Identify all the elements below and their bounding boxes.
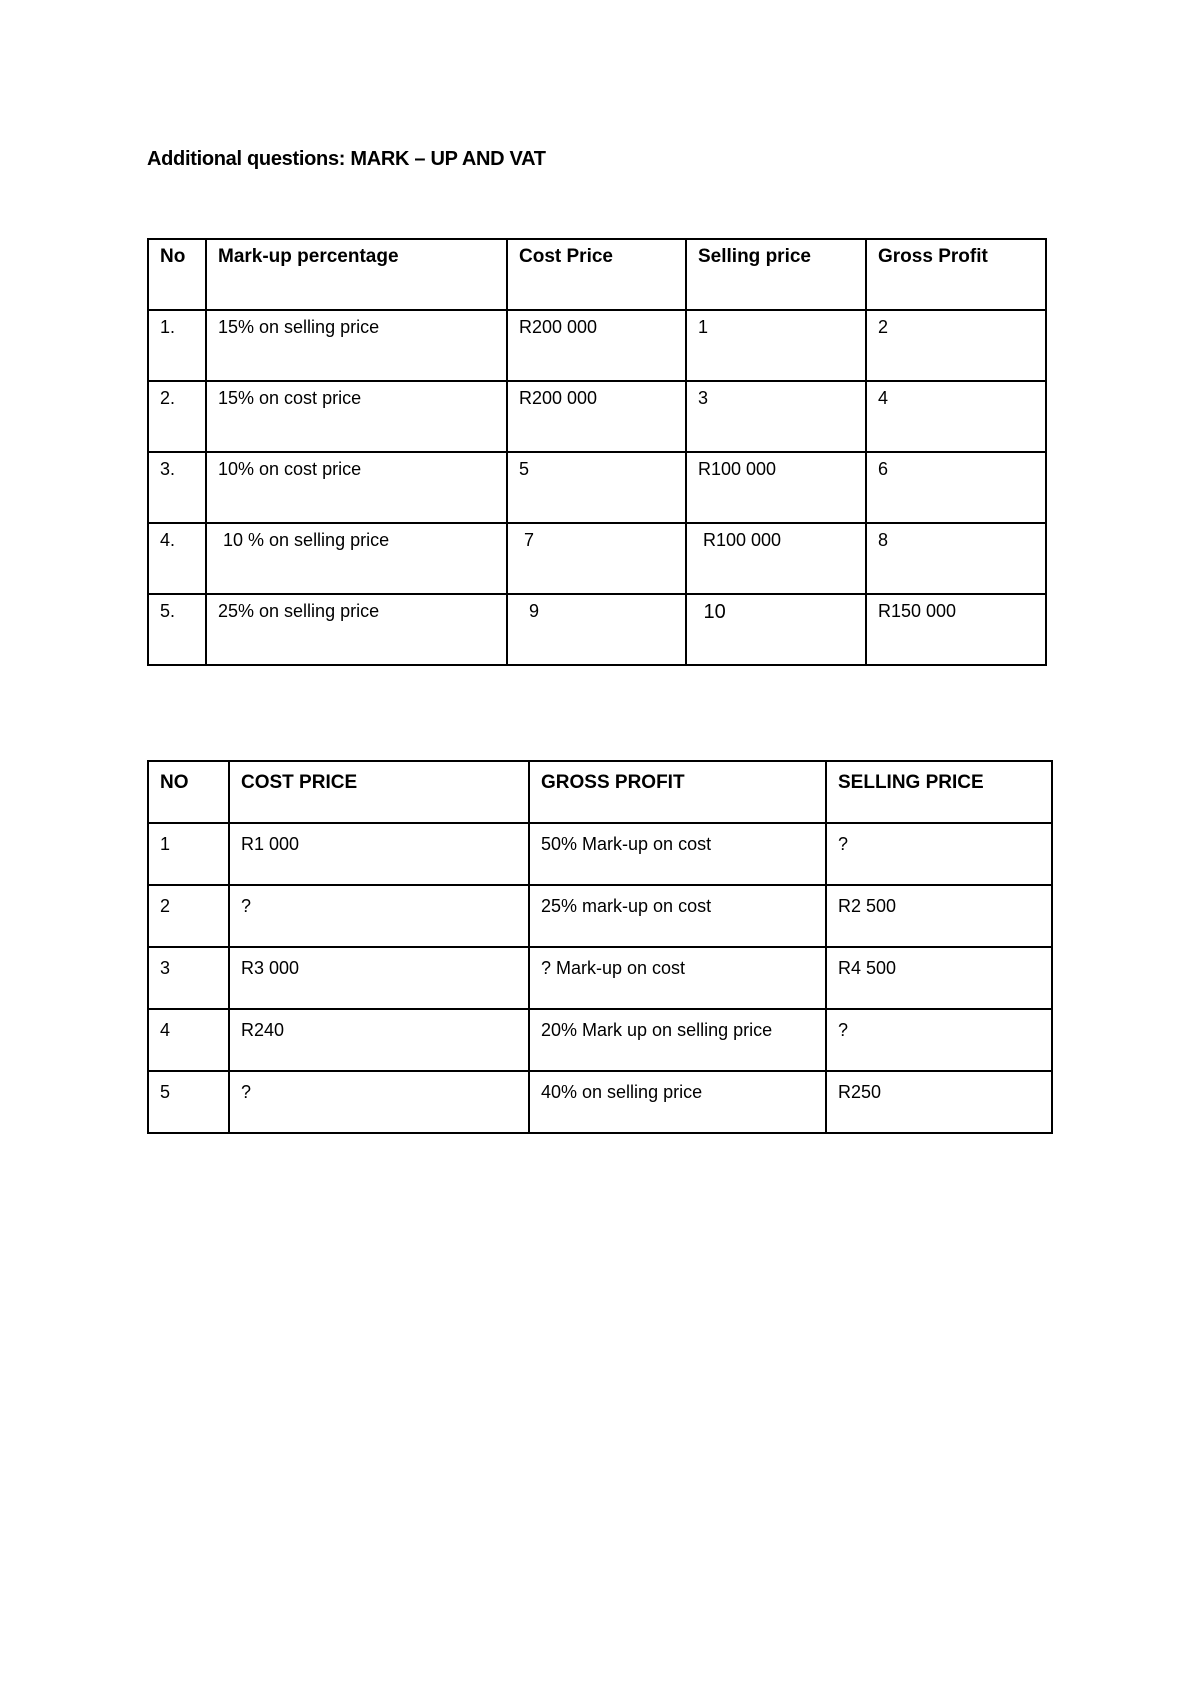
- table-cell: 3: [686, 381, 866, 452]
- table-cell: R3 000: [229, 947, 529, 1009]
- table-cell: 5.: [148, 594, 206, 665]
- table-row: [148, 823, 1052, 885]
- table-cell: 6: [866, 452, 1046, 523]
- table-cell: 25% on selling price: [206, 594, 507, 665]
- header-selling-price: SELLING PRICE: [826, 761, 1052, 823]
- table-cell: 10: [686, 594, 866, 665]
- table-cell: 2.: [148, 381, 206, 452]
- header-markup-percentage: Mark-up percentage: [206, 239, 507, 310]
- table-cell: ?: [826, 1009, 1052, 1071]
- table-cell: R4 500: [826, 947, 1052, 1009]
- table-cell: ? Mark-up on cost: [529, 947, 826, 1009]
- table-cell: R1 000: [229, 823, 529, 885]
- header-cost-price: Cost Price: [507, 239, 686, 310]
- table-cell: 4: [866, 381, 1046, 452]
- table-cell: R2 500: [826, 885, 1052, 947]
- table-row: [148, 452, 1046, 523]
- table-cell: R100 000: [686, 523, 866, 594]
- table-row: [148, 523, 1046, 594]
- header-gross-profit: GROSS PROFIT: [529, 761, 826, 823]
- header-cost-price: COST PRICE: [229, 761, 529, 823]
- table-cell: 7: [507, 523, 686, 594]
- page-title: Additional questions: MARK – UP AND VAT: [147, 148, 546, 170]
- table-header-row: [148, 761, 1052, 823]
- table-cell: R200 000: [507, 310, 686, 381]
- table-cell: 10 % on selling price: [206, 523, 507, 594]
- table-cell: 5: [148, 1071, 229, 1133]
- table-cell: 25% mark-up on cost: [529, 885, 826, 947]
- table-cell: 2: [866, 310, 1046, 381]
- table-cell: 3.: [148, 452, 206, 523]
- header-selling-price: Selling price: [686, 239, 866, 310]
- table-row: [148, 885, 1052, 947]
- table-cell: 10% on cost price: [206, 452, 507, 523]
- header-gross-profit: Gross Profit: [866, 239, 1046, 310]
- table-cell: 15% on selling price: [206, 310, 507, 381]
- table-cell: 1: [148, 823, 229, 885]
- table-cell: ?: [229, 885, 529, 947]
- table-cell: 40% on selling price: [529, 1071, 826, 1133]
- table-cell: 20% Mark up on selling price: [529, 1009, 826, 1071]
- table-row: [148, 947, 1052, 1009]
- markup-table: [147, 238, 1047, 666]
- header-no: No: [148, 239, 206, 310]
- table-row: [148, 594, 1046, 665]
- table-row: [148, 310, 1046, 381]
- table-cell: R240: [229, 1009, 529, 1071]
- table-row: [148, 1009, 1052, 1071]
- table-cell: 4: [148, 1009, 229, 1071]
- table-cell: ?: [826, 823, 1052, 885]
- table-cell: 50% Mark-up on cost: [529, 823, 826, 885]
- table-cell: 3: [148, 947, 229, 1009]
- table-cell: R150 000: [866, 594, 1046, 665]
- table-cell: 2: [148, 885, 229, 947]
- table-cell: 15% on cost price: [206, 381, 507, 452]
- table-cell: 8: [866, 523, 1046, 594]
- table-cell: R250: [826, 1071, 1052, 1133]
- table-cell: 5: [507, 452, 686, 523]
- header-no: NO: [148, 761, 229, 823]
- table-cell: 4.: [148, 523, 206, 594]
- cost-profit-table: [147, 760, 1053, 1134]
- table-header-row: [148, 239, 1046, 310]
- table-cell: ?: [229, 1071, 529, 1133]
- table-row: [148, 1071, 1052, 1133]
- table-cell: 1: [686, 310, 866, 381]
- table-row: [148, 381, 1046, 452]
- table-cell: 9: [507, 594, 686, 665]
- table-cell: 1.: [148, 310, 206, 381]
- table-cell: R100 000: [686, 452, 866, 523]
- table-cell: R200 000: [507, 381, 686, 452]
